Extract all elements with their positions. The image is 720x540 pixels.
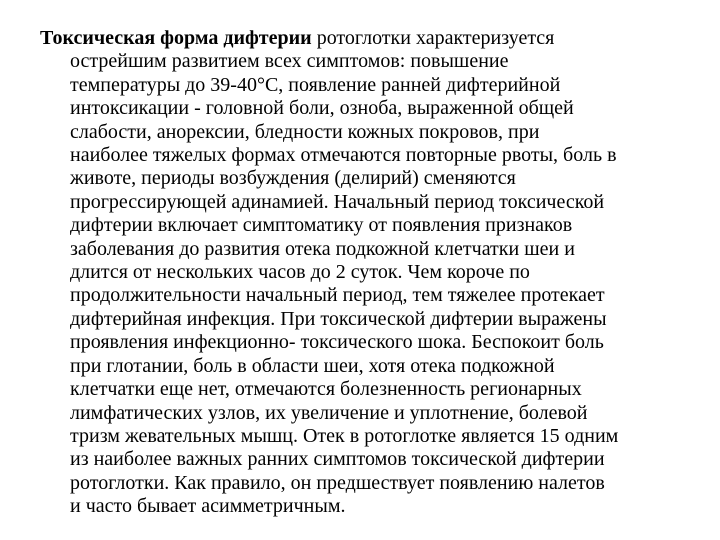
paragraph-line: при глотании, боль в области шеи, хотя отека подкожной xyxy=(70,354,555,377)
body-paragraph xyxy=(40,27,690,519)
paragraph-line: длится от нескольких часов до 2 суток. Чем короче по xyxy=(70,261,530,284)
paragraph-line: из наиболее важных ранних симптомов токсической дифтерии xyxy=(70,448,605,471)
paragraph-line: проявления инфекционно- токсического шока. Беспокоит боль xyxy=(70,331,604,354)
paragraph-line: прогрессирующей адинамией. Начальный период токсической xyxy=(70,190,605,213)
paragraph-line: лимфатических узлов, их увеличение и уплотнение, болевой xyxy=(70,401,588,424)
term-heading: Токсическая форма дифтерии xyxy=(40,27,312,49)
paragraph-line: острейшим развитием всех симптомов: повышение xyxy=(70,50,509,73)
paragraph-line: тризм жевательных мышц. Отек в ротоглотке является 15 одним xyxy=(70,424,619,447)
paragraph-line: интоксикации - головной боли, озноба, выраженной общей xyxy=(70,97,574,120)
paragraph-first-rest: ротоглотки характеризуется xyxy=(311,27,555,49)
paragraph-line: клетчатки еще нет, отмечаются болезненность регионарных xyxy=(70,378,582,401)
paragraph-line: слабости, анорексии, бледности кожных покровов, при xyxy=(70,120,540,143)
paragraph-line: заболевания до развития отека подкожной клетчатки шеи и xyxy=(70,237,575,260)
paragraph-line: ротоглотки. Как правило, он предшествует появлению налетов xyxy=(70,471,605,494)
paragraph-line: дифтерии включает симптоматику от появления признаков xyxy=(70,214,573,237)
paragraph-line-first xyxy=(40,27,690,50)
paragraph-line: температуры до 39-40°С, появление ранней дифтерийной xyxy=(70,73,561,96)
paragraph-line: продолжительности начальный период, тем тяжелее протекает xyxy=(70,284,605,307)
paragraph-line: и часто бывает асимметричным. xyxy=(70,495,346,518)
paragraph-line: наиболее тяжелых формах отмечаются повторные рвоты, боль в xyxy=(70,144,617,167)
paragraph-line: дифтерийная инфекция. При токсической дифтерии выражены xyxy=(70,307,607,330)
paragraph-line: животе, периоды возбуждения (делирий) сменяются xyxy=(70,167,516,190)
